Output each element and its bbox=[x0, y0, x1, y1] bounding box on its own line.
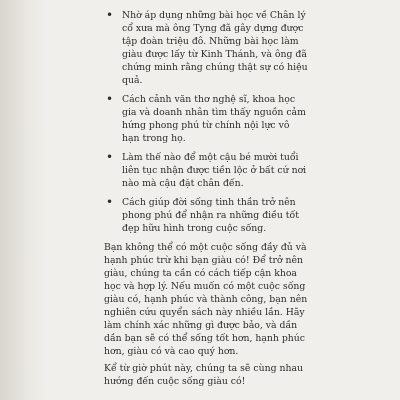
body-paragraph: Bạn không thể có một cuộc sống đầy đủ và hạnh phúc trừ khi bạn giàu có! Để trở nên giàu, chúng ta cần có cách tiếp cận khoa học và hợp lý. Nếu muốn có một cuộc sống giàu có, hạnh phúc và thành công, bạn nên nghiên cứu quyển sách này nhiều lần. Hãy làm chính xác những gì được bảo, và dần dần bạn sẽ có thể sống tốt hơn, hạnh phúc hơn, giàu có và cao quý hơn. bbox=[104, 242, 308, 357]
bullet-item: • Cách giúp đời sống tinh thần trở nên phong phú để nhận ra những điều tốt đẹp hữu hình trong cuộc sống. bbox=[104, 196, 308, 235]
page-gutter-shadow bbox=[0, 0, 46, 400]
bullet-list bbox=[104, 9, 308, 235]
bullet-item: • Làm thế nào để một cậu bé mười tuổi liên tục nhận được tiền lộc ở bất cứ nơi nào mà cậu đặt chân đến. bbox=[104, 151, 308, 190]
page-text-block bbox=[104, 9, 308, 392]
bullet-item: • Nhờ áp dụng những bài học về Chân lý cổ xưa mà ông Tyng đã gây dựng được tập đoàn triệu đô. Những bài học làm giàu được lấy từ Kinh Thánh, và ông đã chứng minh rằng chúng thật sự có hiệu quả. bbox=[104, 9, 308, 87]
bullet-item: • Cách cảnh văn thơ nghệ sĩ, khoa học gia và doanh nhân tìm thấy nguồn cảm hứng phong phú từ chính nội lực vô hạn trong họ. bbox=[104, 93, 308, 145]
closing-paragraph: Kể từ giờ phút này, chúng ta sẽ cùng nhau hướng đến cuộc sống giàu có! bbox=[104, 363, 303, 387]
